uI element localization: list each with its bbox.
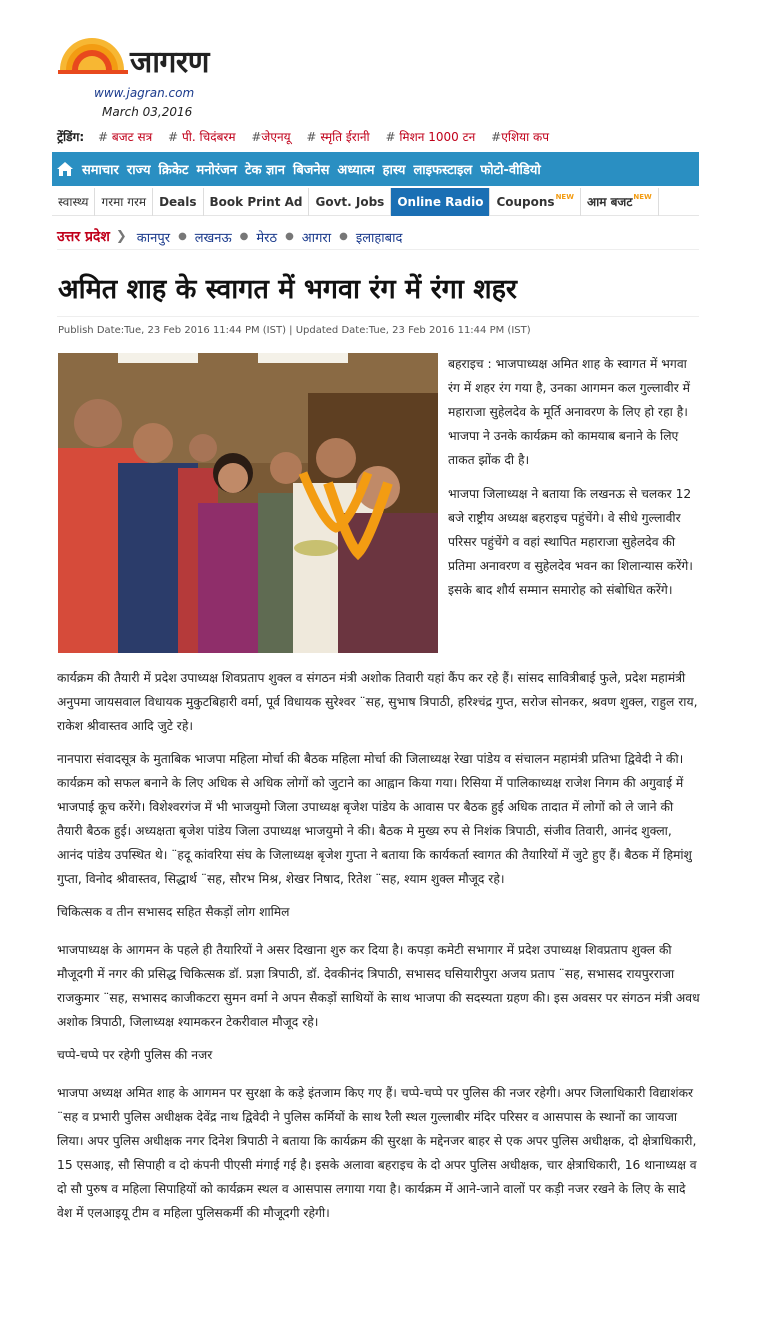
trending-tag[interactable]: # स्मृति ईरानी bbox=[306, 130, 370, 144]
nav-item-business[interactable]: बिजनेस bbox=[292, 163, 330, 178]
lead-paragraph: बहराइच : भाजपाध्यक्ष अमित शाह के स्वागत में भगवा रंग में शहर रंग गया है, उनका आगमन कल गुल्लावीर में महाराजा सुहेलदेव के मूर्ति अनावरण के लिए हो रहा है। भाजपा ने उनके कार्यक्रम को कामयाब बनाने के लिए ताकत झोंक दी है। bbox=[448, 357, 690, 467]
city-link[interactable]: इलाहाबाद bbox=[355, 230, 403, 246]
subnav-item-coupons[interactable]: Coupons NEW bbox=[490, 188, 581, 216]
article-lead bbox=[448, 352, 700, 612]
bullet-icon: ● bbox=[178, 231, 187, 242]
divider bbox=[57, 316, 699, 317]
body-paragraph: नानपारा संवादसूत्र के मुताबिक भाजपा महिला मोर्चा की बैठक महिला मोर्चा की जिलाध्यक्ष रेखा पांडेय व संचालन महामंत्री प्रतिभा द्विवेदी ने की। कार्यक्रम को सफल बनाने के लिए अधिक से अधिक लोगों को जुटाने का आह्वान किया गया। रिसिया में पालिकाध्यक्ष राजेश निगम की अगुवाई में भाजपाई कूच करेंगे। विशेश्वरगंज में भी भाजयुमो जिला उपाध्यक्ष बृजेश पांडेय के आवास पर बैठक हुई अधिक तादात में लोगों को ले जाने की तैयारी बैठक हुई। अध्यक्षता बृजेश पांडेय जिला उपाध्यक्ष भाजयुमो ने की। बैठक मे मुख्य रुप से निशंक त्रिपाठी, संजीव तिवारी, आनंद शुक्ला, आनंद पांडेय उपस्थित थे। ¨हदू कांवरिया संघ के जिलाध्यक्ष बृजेश गुप्ता ने बताया कि कार्यकर्ता स्वागत की तैयारियों में जुटे हुए हैं। बैठक में हिमांशु गुप्ता, विनोद श्रीवास्तव, सिद्धार्थ ¨सह, सौरभ मिश्र, शेखर निषाद, रितेश ¨सह, श्याम शुक्ल मौजूद रहे। bbox=[57, 752, 692, 886]
body-paragraph: कार्यक्रम की तैयारी में प्रदेश उपाध्यक्ष शिवप्रताप शुक्ल व संगठन मंत्री अशोक तिवारी यहां कैंप कर रहे हैं। सांसद सावित्रीबाई फुले, प्रदेश महामंत्री अनुपमा जायसवाल विधायक मुकुटबिहारी वर्मा, पूर्व विधायक सुरेश्वर ¨सह, सुभाष त्रिपाठी, हरिश्चंद्र गुप्त, सरोज सोनकर, श्रवण शुक्ल, राहुल राय, राकेश श्रीवास्तव आदि जुटे रहे। bbox=[57, 671, 698, 733]
home-icon[interactable] bbox=[52, 152, 78, 186]
trending-tag[interactable]: # बजट सत्र bbox=[97, 130, 153, 144]
city-bar bbox=[57, 224, 699, 250]
trending-bar bbox=[57, 128, 697, 148]
nav-item-lifestyle[interactable]: लाइफस्टाइल bbox=[413, 163, 473, 178]
site-url[interactable]: www.jagran.com bbox=[94, 86, 195, 100]
chevron-right-icon: ❯ bbox=[115, 229, 127, 244]
city-link[interactable]: मेरठ bbox=[256, 230, 278, 246]
publish-date: Publish Date:Tue, 23 Feb 2016 11:44 PM (IST) | Updated Date:Tue, 23 Feb 2016 11:44 PM (IST) bbox=[58, 325, 531, 336]
subnav-item-govt-jobs[interactable]: Govt. Jobs bbox=[309, 188, 391, 216]
nav-item-photo-video[interactable]: फोटो-वीडियो bbox=[480, 163, 541, 178]
article-body bbox=[57, 666, 700, 1234]
sub-nav bbox=[52, 188, 699, 216]
subnav-item-deals[interactable]: Deals bbox=[153, 188, 203, 216]
state-link[interactable]: उत्तर प्रदेश bbox=[57, 229, 110, 245]
new-badge: NEW bbox=[555, 192, 574, 201]
nav-item-manoranjan[interactable]: मनोरंजन bbox=[196, 163, 237, 178]
bullet-icon: ● bbox=[285, 231, 294, 242]
nav-item-tech[interactable]: टेक ज्ञान bbox=[244, 163, 285, 178]
trending-tag[interactable]: # पी. चिदंबरम bbox=[168, 130, 236, 144]
bullet-icon: ● bbox=[239, 231, 249, 242]
city-link[interactable]: लखनऊ bbox=[194, 230, 232, 246]
subnav-item-book-print-ad[interactable]: Book Print Ad bbox=[204, 188, 310, 216]
nav-item-rajya[interactable]: राज्य bbox=[126, 163, 151, 178]
bullet-icon: ● bbox=[339, 231, 348, 242]
logo-text: जागरण bbox=[130, 45, 209, 80]
article-photo[interactable] bbox=[58, 353, 438, 653]
nav-item-cricket[interactable]: क्रिकेट bbox=[158, 163, 189, 178]
article-headline: अमित शाह के स्वागत में भगवा रंग में रंगा शहर bbox=[58, 274, 517, 305]
body-paragraph: भाजपा अध्यक्ष अमित शाह के आगमन पर सुरक्षा के कड़े इंतजाम किए गए हैं। चप्पे-चप्पे पर पुलिस की नजर रहेगी। अपर जिलाधिकारी विद्याशंकर ¨सह व प्रभारी पुलिस अधीक्षक देवेंद्र नाथ द्विवेदी ने पुलिस कर्मियों के साथ रैली स्थल गुल्लाबीर मंदिर परिसर व आसपास के स्थानों का जायजा लिया। अपर पुलिस अधीक्षक नगर दिनेश त्रिपाठी ने बताया कि कार्यक्रम की सुरक्षा के मद्देनजर बाहर से एक अपर पुलिस अधीक्षक, दो क्षेत्राधिकारी, 15 एसआइ, सौ सिपाही व दो कंपनी पीएसी मंगाई गई है। इसके अलावा बहराइच के दो अपर पुलिस अधीक्षक, चार क्षेत्राधिकारी, 16 थानाध्यक्ष व दो सौ पुरुष व महिला सिपाहियों को कार्यक्रम स्थल व आसपास लगाया गया है। कार्यक्रम में आने-जाने वालों पर कड़ी नजर रखने के लिए के सादे वेश में एलआइयू टीम व महिला पुलिसकर्मी की मौजूदगी रहेगी। bbox=[57, 1086, 697, 1220]
subnav-item-health[interactable]: स्वास्थ्य bbox=[52, 188, 95, 216]
subnav-item-garma-garam[interactable]: गरमा गरम bbox=[95, 188, 153, 216]
main-nav bbox=[52, 152, 699, 186]
nav-item-adhyatm[interactable]: अध्यात्म bbox=[337, 163, 375, 178]
trending-tag[interactable]: #एशिया कप bbox=[491, 130, 550, 144]
trending-tag[interactable]: #जेएनयू bbox=[251, 130, 291, 144]
trending-label: ट्रेंडिंग: bbox=[57, 130, 85, 144]
new-badge: NEW bbox=[633, 192, 652, 201]
nav-item-samachar[interactable]: समाचार bbox=[82, 163, 119, 178]
lead-paragraph: भाजपा जिलाध्यक्ष ने बताया कि लखनऊ से चलकर 12 बजे राष्ट्रीय अध्यक्ष बहराइच पहुंचेंगे। वे सीधे गुल्लावीर परिसर पहुंचेंगे व वहां स्थापित महाराजा सुहेलदेव की प्रतिमा अनावरण व सुहेलदेव भवन का शिलान्यास करेंगे। इसके बाद शौर्य सम्मान समारोह को संबोधित करेंगे। bbox=[448, 487, 693, 597]
nav-item-hasya[interactable]: हास्य bbox=[382, 163, 406, 178]
body-paragraph: भाजपाध्यक्ष के आगमन के पहले ही तैयारियों ने असर दिखाना शुरु कर दिया है। कपड़ा कमेटी सभागार में प्रदेश उपाध्यक्ष शिवप्रताप शुक्ल की मौजूदगी में नगर की प्रसिद्ध चिकित्सक डॉ. प्रज्ञा त्रिपाठी, डॉ. देवकीनंद त्रिपाठी, सभासद घसियारीपुरा अजय प्रताप ¨सह, सभासद रायपुरराजा राजकुमार ¨सह, सभासद काजीकटरा सुमन वर्मा ने अपन सैकड़ों साथियों के साथ भाजपा की सदस्यता ग्रहण की। इस अवसर पर संगठन मंत्री अवध अशोक त्रिपाठी, जिलाध्यक्ष श्यामकरन टेकरीवाल मौजूद रहे। bbox=[57, 943, 700, 1029]
article-subhead: चप्पे-चप्पे पर रहेगी पुलिस की नजर bbox=[57, 1048, 213, 1062]
subnav-item-online-radio[interactable]: Online Radio bbox=[391, 188, 490, 216]
page-date: March 03,2016 bbox=[102, 105, 193, 119]
city-link[interactable]: कानपुर bbox=[136, 230, 171, 246]
trending-tag[interactable]: # मिशन 1000 टन bbox=[385, 130, 476, 144]
subnav-item-aam-budget[interactable]: आम बजट NEW bbox=[581, 188, 659, 216]
article-subhead: चिकित्सक व तीन सभासद सहित सैकड़ों लोग शामिल bbox=[57, 905, 290, 919]
city-link[interactable]: आगरा bbox=[301, 230, 332, 246]
